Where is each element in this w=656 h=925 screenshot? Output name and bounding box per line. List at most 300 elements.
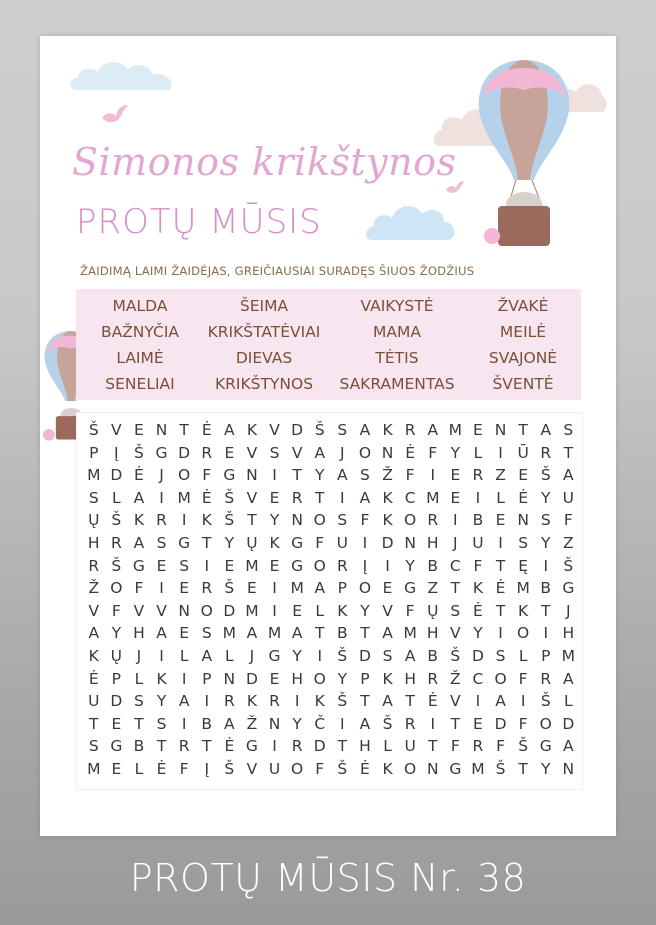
- grid-letter: E: [247, 579, 257, 598]
- grid-letter: S: [518, 534, 529, 552]
- grid-letter: I: [340, 488, 345, 507]
- word-item: MAMA: [373, 323, 421, 341]
- grid-letter: N: [381, 443, 394, 462]
- grid-letter: I: [430, 714, 436, 733]
- grid-letter: U: [472, 534, 484, 552]
- grid-letter: O: [110, 579, 123, 598]
- grid-letter: N: [246, 466, 258, 485]
- grid-letter: N: [494, 421, 507, 439]
- grid-letter: I: [498, 443, 503, 462]
- grid-letter: Š: [224, 760, 235, 778]
- word-item: KRIKŠTATĖVIAI: [207, 323, 321, 341]
- grid-letter: A: [563, 737, 574, 756]
- grid-letter: Y: [541, 760, 551, 778]
- word-item: BAŽNYČIA: [100, 323, 180, 341]
- grid-letter: K: [133, 511, 145, 530]
- grid-letter: G: [539, 737, 552, 756]
- grid-letter: Š: [337, 647, 348, 665]
- grid-letter: I: [385, 556, 390, 575]
- grid-letter: Y: [315, 466, 325, 485]
- grid-letter: J: [136, 647, 142, 665]
- grid-letter: F: [111, 601, 121, 620]
- grid-letter: Ž: [382, 466, 393, 485]
- grid-letter: Ė: [224, 737, 235, 756]
- grid-letter: S: [360, 466, 370, 485]
- word-item: MALDA: [112, 297, 168, 315]
- grid-letter: R: [336, 556, 348, 575]
- grid-letter: I: [272, 466, 277, 485]
- grid-letter: A: [201, 647, 213, 665]
- grid-letter: R: [427, 511, 439, 530]
- grid-letter: E: [134, 421, 144, 439]
- grid-letter: F: [518, 714, 528, 733]
- grid-letter: K: [382, 511, 393, 530]
- grid-row: [77, 758, 582, 780]
- grid-letter: F: [563, 511, 573, 530]
- grid-letter: O: [517, 624, 530, 643]
- grid-letter: V: [133, 601, 145, 620]
- grid-letter: M: [516, 579, 530, 598]
- grid-letter: I: [204, 692, 210, 711]
- grid-letter: S: [179, 556, 190, 575]
- grid-letter: R: [427, 669, 439, 688]
- grid-letter: Š: [224, 579, 235, 598]
- grid-letter: Ž: [450, 669, 461, 688]
- grid-letter: S: [88, 488, 99, 507]
- grid-letter: L: [134, 760, 144, 778]
- grid-letter: C: [472, 669, 484, 688]
- grid-letter: I: [317, 647, 323, 665]
- letter-grid: [76, 412, 583, 790]
- grid-letter: V: [88, 601, 100, 620]
- grid-letter: T: [202, 737, 212, 756]
- grid-letter: A: [540, 421, 552, 439]
- grid-letter: M: [448, 421, 463, 439]
- grid-letter: O: [494, 669, 507, 688]
- grid-letter: G: [132, 556, 145, 575]
- grid-letter: T: [156, 737, 167, 756]
- grid-letter: I: [543, 624, 549, 643]
- grid-letter: Ų: [246, 534, 258, 552]
- grid-letter: K: [337, 601, 348, 620]
- grid-letter: A: [359, 488, 371, 507]
- grid-letter: Ė: [201, 488, 212, 507]
- grid-letter: F: [496, 737, 505, 756]
- grid-letter: T: [292, 466, 302, 485]
- grid-letter: T: [450, 579, 461, 598]
- grid-letter: I: [543, 556, 549, 575]
- grid-letter: M: [426, 488, 440, 507]
- grid-letter: L: [383, 737, 392, 756]
- grid-letter: K: [88, 647, 99, 665]
- grid-letter: A: [314, 443, 326, 462]
- grid-letter: T: [360, 692, 370, 711]
- grid-letter: G: [178, 534, 191, 552]
- grid-letter: Š: [88, 421, 99, 439]
- grid-letter: O: [178, 466, 191, 485]
- grid-letter: M: [245, 556, 259, 575]
- grid-letter: M: [290, 579, 304, 598]
- grid-letter: A: [224, 714, 235, 733]
- grid-letter: S: [495, 647, 506, 665]
- grid-letter: B: [540, 579, 552, 598]
- grid-letter: N: [268, 714, 281, 733]
- grid-letter: T: [134, 714, 144, 733]
- grid-letter: I: [159, 647, 164, 665]
- grid-letter: P: [202, 669, 212, 688]
- grid-letter: R: [291, 488, 303, 507]
- grid-letter: L: [518, 647, 528, 665]
- grid-letter: Y: [337, 669, 348, 688]
- grid-letter: S: [269, 443, 280, 462]
- grid-letter: O: [404, 511, 417, 530]
- grid-letter: L: [134, 669, 144, 688]
- grid-letter: M: [267, 624, 282, 643]
- grid-letter: N: [426, 760, 439, 778]
- grid-letter: I: [453, 511, 458, 530]
- grid-letter: A: [224, 421, 235, 439]
- grid-letter: Š: [540, 466, 551, 485]
- grid-letter: N: [562, 760, 575, 778]
- grid-letter: K: [518, 601, 529, 620]
- grid-letter: Į: [204, 760, 210, 778]
- grid-row: [77, 487, 582, 509]
- grid-letter: J: [159, 466, 164, 485]
- grid-letter: N: [291, 511, 303, 530]
- grid-letter: F: [405, 466, 415, 485]
- grid-letter: A: [337, 466, 348, 485]
- grid-letter: K: [382, 421, 393, 439]
- grid-letter: K: [382, 488, 393, 507]
- grid-letter: I: [272, 737, 277, 756]
- grid-letter: T: [518, 760, 528, 778]
- grid-letter: U: [268, 760, 281, 778]
- grid-letter: H: [291, 669, 303, 688]
- grid-letter: Ų: [88, 511, 100, 530]
- grid-letter: V: [246, 443, 258, 462]
- grid-letter: Ž: [246, 714, 258, 733]
- grid-letter: S: [201, 624, 212, 643]
- grid-row: [77, 690, 582, 712]
- grid-letter: A: [88, 624, 100, 643]
- grid-letter: F: [428, 443, 438, 462]
- grid-row: [77, 713, 582, 735]
- grid-letter: L: [473, 443, 483, 462]
- grid-row: [77, 532, 582, 554]
- grid-letter: R: [540, 669, 552, 688]
- grid-row: [77, 464, 582, 486]
- grid-letter: A: [563, 669, 574, 688]
- grid-letter: O: [313, 556, 326, 575]
- grid-letter: A: [495, 692, 506, 711]
- grid-letter: T: [315, 624, 325, 643]
- grid-letter: Ė: [201, 421, 212, 439]
- grid-letter: T: [89, 714, 99, 733]
- grid-letter: A: [359, 421, 371, 439]
- grid-letter: B: [337, 624, 348, 643]
- grid-letter: Z: [495, 466, 506, 485]
- grid-letter: F: [202, 466, 212, 485]
- grid-letter: R: [404, 421, 416, 439]
- grid-letter: V: [246, 488, 258, 507]
- grid-letter: Ū: [517, 443, 529, 462]
- grid-letter: F: [134, 579, 144, 598]
- grid-letter: B: [133, 737, 145, 756]
- grid-letter: M: [561, 647, 576, 665]
- word-item: ŠVENTĖ: [492, 375, 554, 393]
- grid-row: [77, 600, 582, 622]
- grid-letter: H: [404, 669, 416, 688]
- grid-letter: Š: [134, 443, 144, 462]
- grid-letter: D: [223, 601, 236, 620]
- grid-letter: P: [541, 647, 551, 665]
- grid-letter: K: [382, 669, 393, 688]
- grid-letter: K: [314, 692, 325, 711]
- grid-letter: I: [181, 714, 187, 733]
- grid-letter: A: [178, 692, 190, 711]
- grid-letter: P: [337, 579, 348, 598]
- grid-letter: K: [269, 534, 280, 552]
- grid-letter: A: [359, 714, 371, 733]
- grid-letter: L: [496, 488, 505, 507]
- grid-letter: Ų: [427, 601, 439, 620]
- grid-letter: S: [450, 601, 461, 620]
- grid-letter: G: [110, 737, 123, 756]
- grid-letter: F: [315, 534, 325, 552]
- word-item: TĖTIS: [375, 349, 419, 367]
- grid-row: [77, 645, 582, 667]
- grid-letter: A: [563, 466, 574, 485]
- grid-letter: I: [475, 692, 481, 711]
- grid-letter: F: [360, 511, 370, 530]
- grid-letter: D: [471, 647, 484, 665]
- grid-letter: R: [110, 534, 122, 552]
- grid-letter: M: [471, 760, 485, 778]
- grid-letter: B: [427, 647, 439, 665]
- grid-letter: Y: [473, 624, 483, 643]
- grid-letter: I: [498, 624, 503, 643]
- grid-letter: V: [450, 624, 461, 643]
- game-title: PROTŲ MŪSIS: [76, 202, 322, 242]
- hot-air-balloon-elephant-icon: [464, 56, 584, 256]
- grid-letter: I: [340, 714, 345, 733]
- grid-letter: V: [269, 421, 280, 439]
- grid-letter: E: [495, 511, 506, 530]
- grid-letter: G: [291, 556, 304, 575]
- grid-letter: E: [224, 443, 235, 462]
- grid-letter: O: [539, 714, 552, 733]
- grid-letter: Ė: [360, 760, 370, 778]
- grid-letter: G: [223, 466, 236, 485]
- word-list: [76, 289, 581, 400]
- grid-letter: D: [291, 421, 304, 439]
- instructions: ŽAIDIMĄ LAIMI ŽAIDĖJAS, GREIČIAUSIAI SURADĘS ŠIUOS ŽODŽIUS: [80, 264, 475, 278]
- grid-letter: U: [88, 692, 100, 711]
- grid-letter: U: [562, 488, 575, 507]
- grid-letter: Y: [541, 534, 551, 552]
- grid-letter: E: [450, 466, 461, 485]
- grid-letter: R: [201, 579, 213, 598]
- grid-letter: M: [87, 760, 101, 778]
- grid-letter: L: [564, 692, 573, 711]
- grid-row: [77, 509, 582, 531]
- grid-letter: V: [246, 760, 258, 778]
- grid-letter: D: [178, 443, 191, 462]
- grid-letter: E: [292, 601, 303, 620]
- grid-letter: O: [291, 760, 304, 778]
- grid-letter: Š: [495, 760, 506, 778]
- grid-letter: K: [201, 511, 212, 530]
- grid-row: [77, 555, 582, 577]
- grid-letter: F: [473, 556, 483, 575]
- grid-letter: Z: [563, 534, 574, 552]
- grid-letter: V: [156, 601, 167, 620]
- grid-letter: T: [450, 714, 461, 733]
- grid-letter: Į: [362, 556, 368, 575]
- grid-letter: E: [269, 488, 280, 507]
- grid-letter: R: [472, 737, 484, 756]
- grid-letter: E: [473, 421, 483, 439]
- grid-letter: D: [245, 669, 258, 688]
- grid-letter: T: [360, 624, 370, 643]
- grid-letter: Š: [111, 511, 122, 530]
- word-column: [330, 293, 464, 397]
- grid-letter: N: [223, 669, 236, 688]
- grid-letter: A: [382, 624, 393, 643]
- grid-letter: T: [337, 737, 348, 756]
- grid-letter: R: [540, 443, 552, 462]
- grid-letter: R: [291, 737, 303, 756]
- word-item: SVAJONĖ: [488, 349, 558, 367]
- grid-letter: Š: [111, 556, 122, 575]
- grid-letter: Į: [114, 443, 119, 462]
- word-item: MEILĖ: [499, 323, 547, 341]
- grid-letter: S: [563, 421, 574, 439]
- grid-letter: T: [518, 421, 528, 439]
- grid-letter: A: [133, 534, 145, 552]
- word-column: [464, 293, 582, 397]
- grid-letter: R: [223, 692, 235, 711]
- grid-row: [77, 668, 582, 690]
- grid-letter: T: [202, 534, 212, 552]
- grid-letter: D: [110, 692, 123, 711]
- grid-letter: I: [294, 692, 300, 711]
- grid-letter: G: [404, 579, 417, 598]
- grid-letter: A: [404, 647, 416, 665]
- grid-letter: Š: [337, 760, 348, 778]
- grid-letter: B: [427, 556, 439, 575]
- grid-letter: S: [540, 511, 551, 530]
- grid-letter: E: [450, 488, 461, 507]
- grid-letter: Ė: [495, 579, 506, 598]
- grid-letter: O: [313, 669, 326, 688]
- grid-letter: K: [472, 579, 484, 598]
- grid-letter: U: [336, 534, 349, 552]
- grid-row: [77, 622, 582, 644]
- grid-letter: H: [87, 534, 100, 552]
- grid-letter: F: [518, 669, 528, 688]
- grid-letter: J: [566, 601, 571, 620]
- grid-letter: Z: [427, 579, 439, 598]
- grid-row: [77, 577, 582, 599]
- grid-letter: I: [362, 534, 368, 552]
- grid-letter: I: [181, 669, 187, 688]
- grid-letter: Š: [337, 692, 348, 711]
- grid-letter: Y: [111, 624, 122, 643]
- word-column: [76, 293, 204, 397]
- word-item: SENELIAI: [105, 375, 175, 393]
- grid-letter: M: [87, 466, 101, 485]
- grid-letter: M: [245, 601, 259, 620]
- grid-letter: H: [133, 624, 145, 643]
- grid-letter: N: [155, 421, 168, 439]
- grid-letter: Y: [224, 534, 235, 552]
- grid-letter: L: [179, 647, 189, 665]
- word-item: LAIMĖ: [116, 349, 164, 367]
- grid-letter: G: [245, 737, 258, 756]
- grid-letter: G: [268, 647, 281, 665]
- grid-letter: Ę: [518, 556, 529, 575]
- grid-letter: K: [246, 692, 258, 711]
- grid-letter: P: [111, 669, 122, 688]
- grid-letter: S: [134, 692, 144, 711]
- grid-letter: S: [156, 534, 167, 552]
- grid-letter: K: [156, 669, 167, 688]
- grid-letter: I: [204, 556, 210, 575]
- word-item: SAKRAMENTAS: [339, 375, 455, 393]
- grid-letter: A: [133, 488, 145, 507]
- grid-letter: L: [225, 647, 234, 665]
- grid-letter: Š: [224, 488, 235, 507]
- grid-letter: Y: [269, 511, 280, 530]
- grid-letter: S: [337, 511, 348, 530]
- word-item: DIEVAS: [235, 349, 293, 367]
- grid-letter: R: [472, 466, 484, 485]
- word-item: VAIKYSTĖ: [360, 297, 434, 315]
- footer-title: PROTŲ MŪSIS Nr. 38: [129, 856, 527, 900]
- grid-letter: A: [314, 579, 326, 598]
- grid-letter: T: [428, 737, 438, 756]
- grid-letter: F: [405, 601, 415, 620]
- grid-letter: G: [449, 760, 462, 778]
- word-item: KRIKŠTYNOS: [214, 375, 314, 393]
- grid-letter: I: [159, 488, 164, 507]
- grid-letter: M: [177, 488, 191, 507]
- grid-letter: G: [291, 534, 304, 552]
- grid-letter: Ė: [427, 692, 438, 711]
- grid-letter: G: [155, 443, 168, 462]
- grid-row: [77, 419, 582, 441]
- grid-letter: Š: [563, 556, 574, 575]
- grid-letter: T: [247, 511, 257, 530]
- grid-letter: F: [315, 760, 325, 778]
- grid-letter: L: [315, 601, 325, 620]
- grid-letter: I: [159, 579, 164, 598]
- grid-letter: Š: [224, 511, 235, 530]
- grid-letter: C: [404, 488, 416, 507]
- grid-letter: Y: [541, 488, 551, 507]
- grid-letter: Y: [292, 647, 302, 665]
- grid-letter: Š: [540, 692, 551, 711]
- grid-letter: Y: [292, 714, 302, 733]
- grid-letter: T: [495, 556, 506, 575]
- grid-letter: A: [156, 624, 167, 643]
- bird-icon: [98, 100, 132, 126]
- grid-letter: I: [272, 601, 277, 620]
- grid-letter: D: [358, 647, 371, 665]
- grid-letter: O: [358, 443, 372, 462]
- grid-letter: D: [313, 737, 326, 756]
